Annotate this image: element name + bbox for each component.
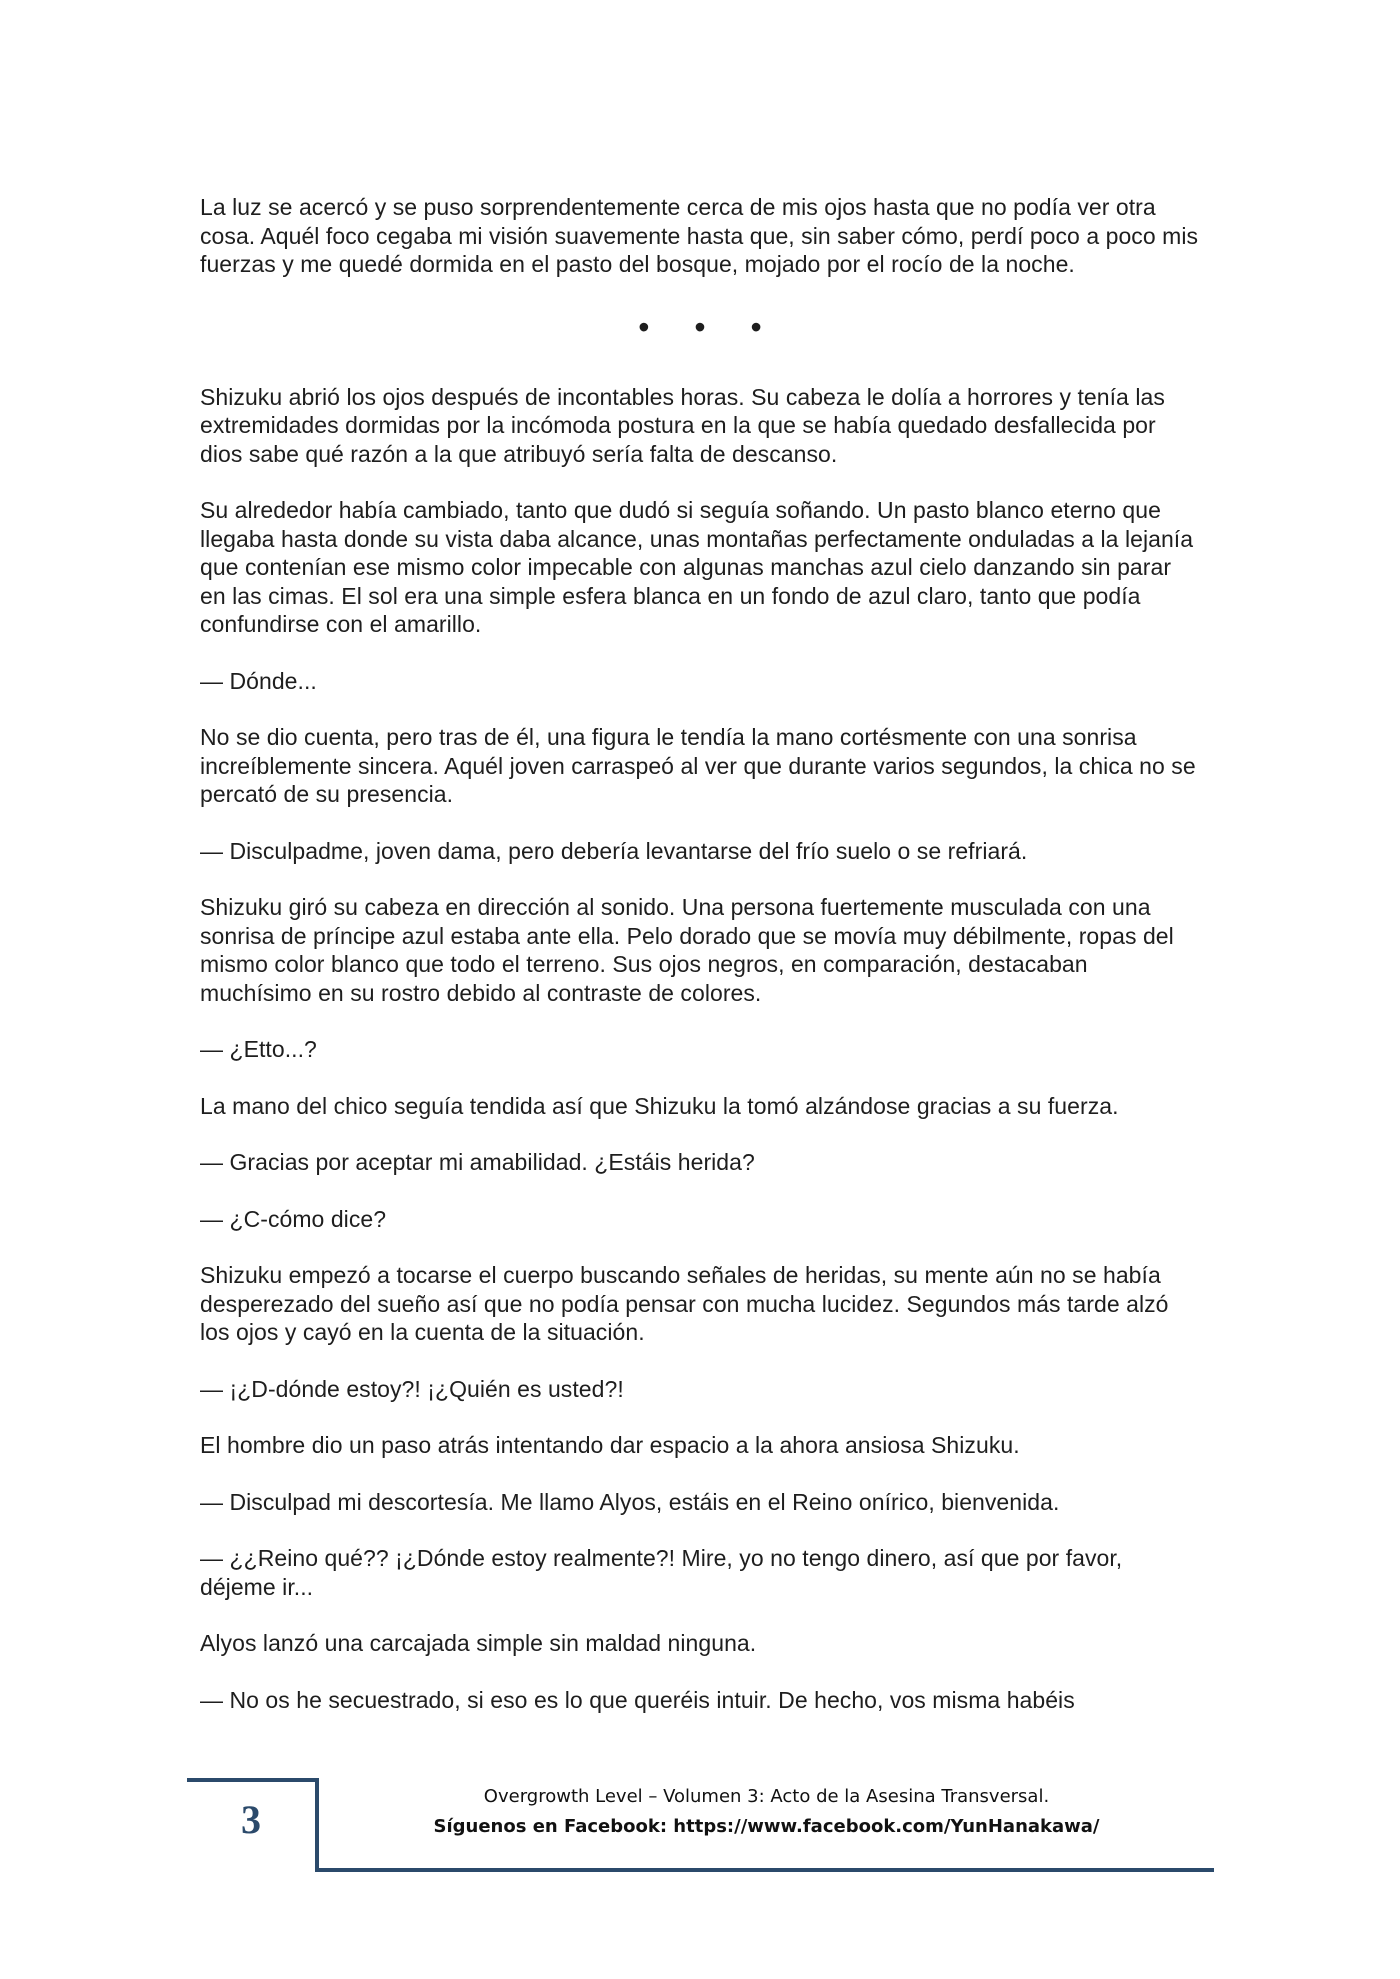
- paragraph: El hombre dio un paso atrás intentando dar espacio a la ahora ansiosa Shizuku.: [200, 1432, 1020, 1458]
- paragraph: Shizuku giró su cabeza en dirección al sonido. Una persona fuertemente musculada con una sonrisa de príncipe azul estaba ante ella. Pelo dorado que se movía muy débilmente, ropas del mismo color blanco que todo el terreno. Sus ojos negros, en comparación, destacaban muchísimo en su rostro debido al contraste de colores.: [200, 894, 1174, 1006]
- dialogue-line: — Disculpad mi descortesía. Me llamo Alyos, estáis en el Reino onírico, bienvenida.: [200, 1488, 1060, 1515]
- paragraph: Shizuku empezó a tocarse el cuerpo buscando señales de heridas, su mente aún no se había desperezado del sueño así que no podía pensar con mucha lucidez. Segundos más tarde alzó los ojos y cayó en la cuenta de la situación.: [200, 1262, 1169, 1345]
- footer-facebook-link[interactable]: Síguenos en Facebook: https://www.facebook.com/YunHanakawa/: [433, 1816, 1100, 1837]
- dialogue-line: — No os he secuestrado, si eso es lo que queréis intuir. De hecho, vos misma habéis: [200, 1686, 1075, 1713]
- footer-text: [319, 1782, 1214, 1842]
- paragraph: La luz se acercó y se puso sorprendentemente cerca de mis ojos hasta que no podía ver otra cosa. Aquél foco cegaba mi visión suavemente hasta que, sin saber cómo, perdí poco a poco mis fuerzas y me quedé dormida en el pasto del bosque, mojado por el rocío de la noche.: [200, 194, 1199, 277]
- dialogue-line: — ¡¿D-dónde estoy?! ¡¿Quién es usted?!: [200, 1375, 624, 1402]
- body-text: [200, 193, 1200, 1742]
- paragraph: Shizuku abrió los ojos después de incontables horas. Su cabeza le dolía a horrores y tenía las extremidades dormidas por la incómoda postura en la que se había quedado desfallecida por dios sabe qué razón a la que atribuyó sería falta de descanso.: [200, 383, 1165, 467]
- dialogue-line: — Disculpadme, joven dama, pero debería levantarse del frío suelo o se refriará.: [200, 837, 1028, 864]
- dialogue-line: — ¿Etto...?: [200, 1036, 317, 1062]
- footer-rule-bottom: [315, 1868, 1214, 1872]
- footer-rule-top: [187, 1778, 319, 1782]
- dialogue-line: — Gracias por aceptar mi amabilidad. ¿Estáis herida?: [200, 1149, 755, 1175]
- dialogue-line: — ¿¿Reino qué?? ¡¿Dónde estoy realmente?! Mire, yo no tengo dinero, así que por favor, déjeme ir...: [200, 1545, 1123, 1600]
- dialogue-line: — ¿C-cómo dice?: [200, 1205, 387, 1232]
- paragraph: No se dio cuenta, pero tras de él, una figura le tendía la mano cortésmente con una sonrisa increíblemente sincera. Aquél joven carraspeó al ver que durante varios segundos, la chica no se percató de su presencia.: [200, 724, 1196, 807]
- scene-break: • • •: [638, 308, 780, 345]
- paragraph: La mano del chico seguía tendida así que Shizuku la tomó alzándose gracias a su fuerza.: [200, 1092, 1119, 1119]
- paragraph: Alyos lanzó una carcajada simple sin maldad ninguna.: [200, 1630, 757, 1656]
- footer-rule-divider: [315, 1778, 319, 1872]
- footer-book-title: Overgrowth Level – Volumen 3: Acto de la Asesina Transversal.: [483, 1786, 1050, 1807]
- paragraph: Su alrededor había cambiado, tanto que dudó si seguía soñando. Un pasto blanco eterno que llegaba hasta donde su vista daba alcance, unas montañas perfectamente onduladas a la lejanía que contenían ese mismo color impecable con algunas manchas azul cielo danzando sin parar en las cimas. El sol era una simple esfera blanca en un fondo de azul claro, tanto que podía confundirse con el amarillo.: [200, 497, 1194, 637]
- dialogue-line: — Dónde...: [200, 667, 317, 694]
- page-number: 3: [241, 1797, 261, 1842]
